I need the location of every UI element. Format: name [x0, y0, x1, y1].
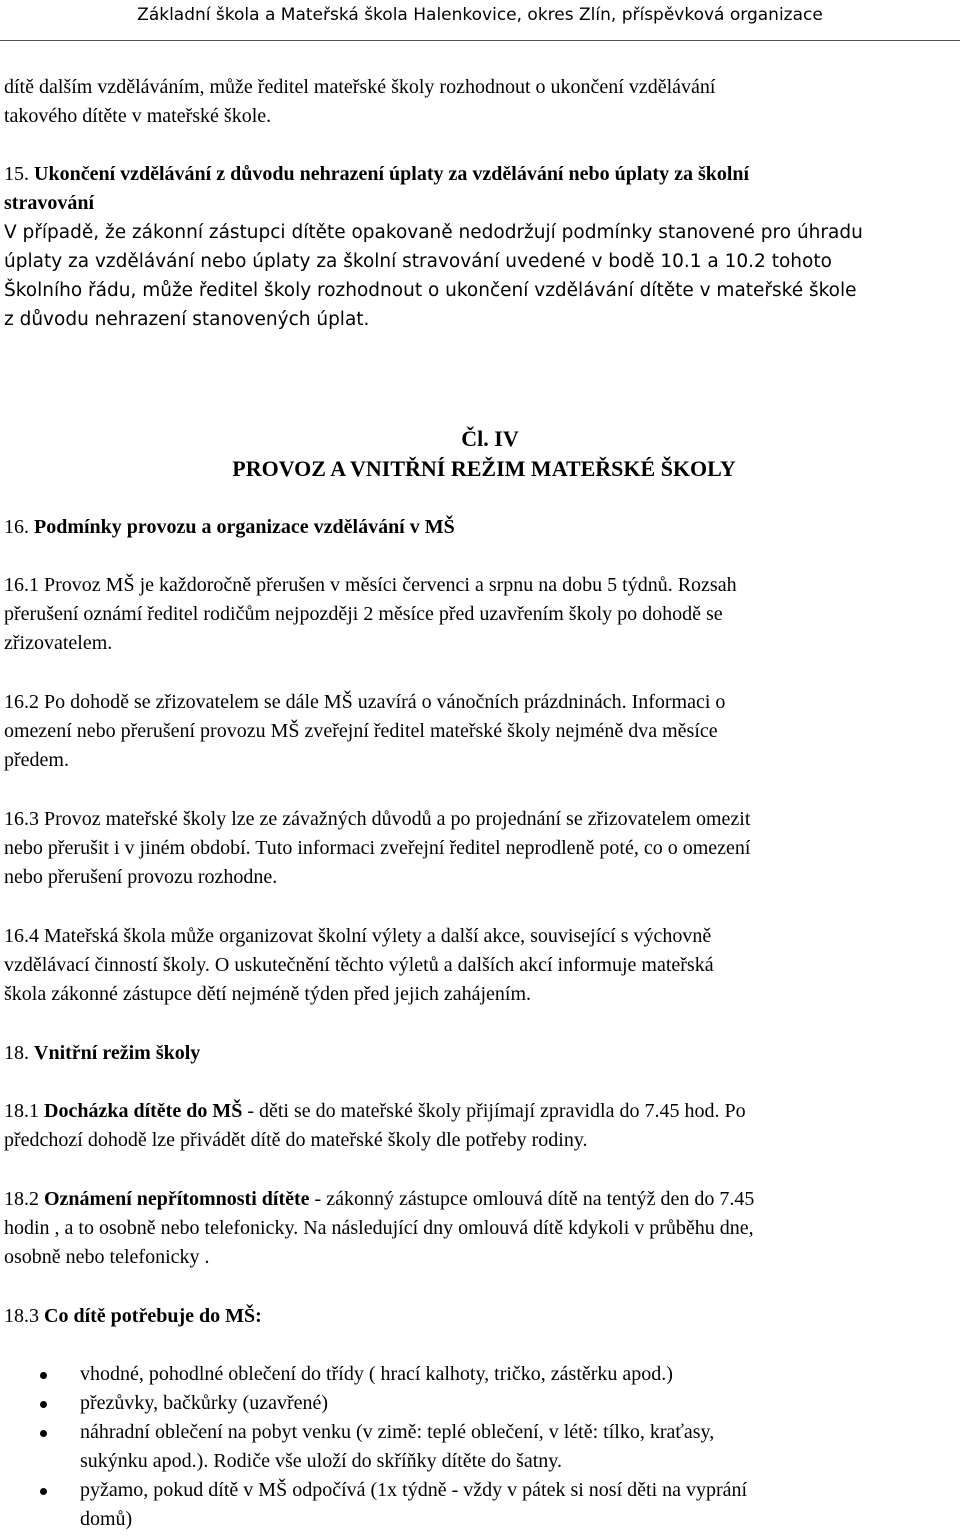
section-title-cont: stravování — [4, 192, 94, 214]
text-line: 16.2 Po dohodě se zřizovatelem se dále MŠ uzavírá o vánočních prázdninách. Informaci o — [4, 691, 726, 713]
text-line: vhodné, pohodlné oblečení do třídy ( hrací kalhoty, tričko, zástěrku apod.) — [80, 1363, 673, 1385]
continuation-paragraph — [4, 73, 954, 131]
section-16-heading — [4, 513, 954, 542]
bullet-icon — [40, 1488, 47, 1495]
text-run: - děti se do mateřské školy přijímají zpravidla do 7.45 hod. Po — [242, 1100, 746, 1122]
bullet-icon — [40, 1372, 47, 1379]
text-line: dítě dalším vzděláváním, může ředitel mateřské školy rozhodnout o ukončení vzdělávání — [4, 76, 716, 98]
list-item — [4, 1476, 954, 1534]
section-number: 18. — [4, 1042, 29, 1064]
text-line: domů) — [80, 1508, 133, 1530]
text-line: 16.3 Provoz mateřské školy lze ze závažných důvodů a po projednání se zřizovatelem omezit — [4, 808, 751, 830]
bullet-icon — [40, 1401, 47, 1408]
paragraph-16-3 — [4, 805, 954, 892]
article-title: PROVOZ A VNITŘNÍ REŽIM MATEŘSKÉ ŠKOLY — [232, 456, 736, 481]
paragraph-bold-label: Co dítě potřebuje do MŠ: — [44, 1305, 262, 1327]
text-line: 16.4 Mateřská škola může organizovat školní výlety a další akce, související s výchovně — [4, 925, 712, 947]
text-line: takového dítěte v mateřské škole. — [4, 105, 272, 127]
text-line: omezení nebo přerušení provozu MŠ zveřejní ředitel mateřské školy nejméně dva měsíce — [4, 720, 718, 742]
text-line: sukýnku apod.). Rodiče vše uloží do skříňky dítěte do šatny. — [80, 1450, 562, 1472]
section-title: Podmínky provozu a organizace vzdělávání v MŠ — [34, 516, 455, 538]
paragraph-18-1 — [4, 1097, 954, 1155]
header-divider — [0, 40, 960, 41]
paragraph-number: 18.3 — [4, 1305, 39, 1327]
text-line: nebo přerušení provozu rozhodne. — [4, 866, 278, 888]
text-line: škola zákonné zástupce dětí nejméně týden před jejich zahájením. — [4, 983, 532, 1005]
list-item — [4, 1360, 954, 1389]
items-list — [4, 1360, 954, 1534]
text-line: předem. — [4, 749, 69, 771]
paragraph-16-1 — [4, 571, 954, 658]
text-line: pyžamo, pokud dítě v MŠ odpočívá (1x týdně - vždy v pátek si nosí děti na vyprání — [80, 1479, 748, 1501]
paragraph-number: 18.1 — [4, 1100, 39, 1122]
text-line: úplaty za vzdělávání nebo úplaty za školní stravování uvedené v bodě 10.1 a 10.2 tohoto — [4, 251, 832, 272]
text-line: přerušení oznámí ředitel rodičům nejpozději 2 měsíce před uzavřením školy po dohodě se — [4, 603, 723, 625]
section-15-heading — [4, 160, 954, 218]
text-line: z důvodu nehrazení stanovených úplat. — [4, 309, 370, 330]
text-run: - zákonný zástupce omlouvá dítě na tentýž den do 7.45 — [309, 1188, 755, 1210]
section-number: 16. — [4, 516, 29, 538]
paragraph-18-2 — [4, 1185, 954, 1272]
page-header: Základní škola a Mateřská škola Halenkovice, okres Zlín, příspěvková organizace — [137, 5, 823, 25]
text-line: předchozí dohodě lze přivádět dítě do mateřské školy dle potřeby rodiny. — [4, 1129, 588, 1151]
section-18-heading — [4, 1039, 954, 1068]
bullet-icon — [40, 1430, 47, 1437]
text-line: nebo přerušit i v jiném období. Tuto informaci zveřejní ředitel neprodleně poté, co o omezení — [4, 837, 751, 859]
text-line: osobně nebo telefonicky . — [4, 1246, 210, 1268]
text-line: náhradní oblečení na pobyt venku (v zimě: teplé oblečení, v létě: tílko, kraťasy, — [80, 1421, 715, 1443]
paragraph-number: 18.2 — [4, 1188, 39, 1210]
paragraph-16-2 — [4, 688, 954, 775]
paragraph-16-4 — [4, 922, 954, 1009]
paragraph-bold-label: Docházka dítěte do MŠ — [44, 1100, 243, 1122]
text-line: zřizovatelem. — [4, 632, 113, 654]
text-line: vzdělávací činností školy. O uskutečnění těchto výletů a dalších akcí informuje mateřská — [4, 954, 714, 976]
article-number: Čl. IV — [461, 426, 519, 451]
text-line: přezůvky, bačkůrky (uzavřené) — [80, 1392, 329, 1414]
list-item — [4, 1418, 954, 1476]
section-number: 15. — [4, 163, 29, 185]
article-heading — [0, 424, 960, 484]
text-line: hodin , a to osobně nebo telefonicky. Na následující dny omlouvá dítě kdykoli v průběhu dne, — [4, 1217, 754, 1239]
text-line: Školního řádu, může ředitel školy rozhodnout o ukončení vzdělávání dítěte v mateřské škole — [4, 280, 857, 301]
text-line: V případě, že zákonní zástupci dítěte opakovaně nedodržují podmínky stanovené pro úhradu — [4, 222, 863, 243]
paragraph-bold-label: Oznámení nepřítomnosti dítěte — [44, 1188, 310, 1210]
paragraph-18-3 — [4, 1302, 954, 1331]
list-item — [4, 1389, 954, 1418]
section-title: Vnitřní režim školy — [34, 1042, 201, 1064]
section-title: Ukončení vzdělávání z důvodu nehrazení úplaty za vzdělávání nebo úplaty za školní — [34, 163, 750, 185]
text-line: 16.1 Provoz MŠ je každoročně přerušen v měsíci červenci a srpnu na dobu 5 týdnů. Rozsah — [4, 574, 737, 596]
section-15-body — [4, 218, 954, 334]
